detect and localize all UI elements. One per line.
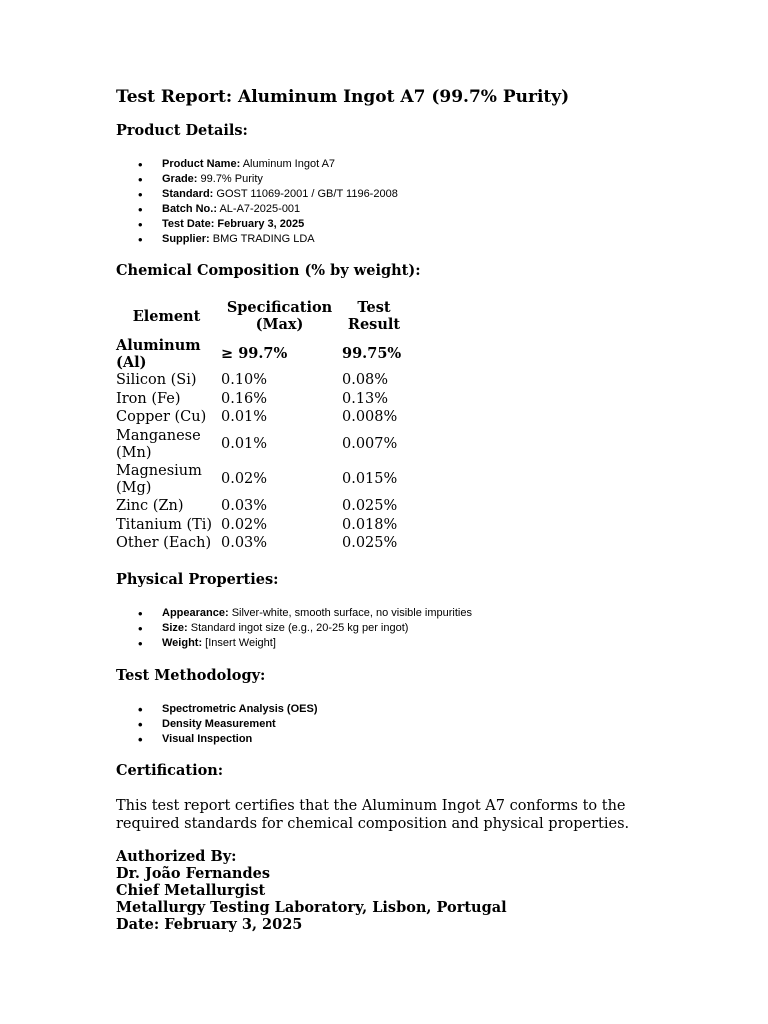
list-item: • Product Name: Aluminum Ingot A7 (116, 157, 398, 172)
table-row: Zinc (Zn) 0.03% 0.025% (116, 497, 398, 514)
list-item: • Spectrometric Analysis (OES) (116, 702, 317, 717)
chemical-composition-heading: Chemical Composition (% by weight): (116, 262, 421, 279)
physical-properties-heading: Physical Properties: (116, 571, 279, 588)
laboratory-name: Metallurgy Testing Laboratory, Lisbon, Portugal (116, 899, 507, 916)
certification-text: This test report certifies that the Aluminum Ingot A7 conforms to the required standards for chemical composition and physical properties. (116, 798, 630, 832)
signature-block (116, 848, 507, 933)
list-item: • Size: Standard ingot size (e.g., 20-25 kg per ingot) (116, 621, 472, 636)
signatory-role: Chief Metallurgist (116, 882, 266, 899)
authorized-by-label: Authorized By: (116, 848, 237, 865)
column-header-specification: Specification (Max) (226, 299, 333, 333)
product-details-heading: Product Details: (116, 122, 248, 139)
table-row: Manganese (Mn) 0.01% 0.007% (116, 427, 398, 461)
column-header-test-result: Test Result (347, 299, 401, 333)
list-item: • Test Date: February 3, 2025 (116, 217, 398, 232)
list-item: • Visual Inspection (116, 732, 317, 747)
list-item: • Batch No.: AL-A7-2025-001 (116, 202, 398, 217)
table-row: Aluminum (Al) ≥ 99.7% 99.75% (116, 336, 402, 371)
list-item: • Supplier: BMG TRADING LDA (116, 232, 398, 247)
product-details-list (116, 157, 398, 247)
list-item: • Grade: 99.7% Purity (116, 172, 398, 187)
table-row: Copper (Cu) 0.01% 0.008% (116, 409, 398, 426)
test-methodology-list (116, 702, 317, 747)
column-header-element: Element (132, 307, 201, 325)
list-item: • Standard: GOST 11069-2001 / GB/T 1196-2008 (116, 187, 398, 202)
list-item: • Weight: [Insert Weight] (116, 636, 472, 651)
certification-heading: Certification: (116, 762, 224, 779)
table-row: Titanium (Ti) 0.02% 0.018% (116, 516, 398, 533)
signature-date: Date: February 3, 2025 (116, 916, 303, 933)
table-row: Iron (Fe) 0.16% 0.13% (116, 390, 389, 407)
list-item: • Appearance: Silver-white, smooth surface, no visible impurities (116, 606, 472, 621)
list-item: • Density Measurement (116, 717, 317, 732)
test-methodology-heading: Test Methodology: (116, 667, 266, 684)
table-row: Magnesium (Mg) 0.02% 0.015% (116, 462, 398, 496)
report-title: Test Report: Aluminum Ingot A7 (99.7% Purity) (116, 87, 570, 107)
signatory-name: Dr. João Fernandes (116, 865, 270, 882)
table-row: Other (Each) 0.03% 0.025% (116, 535, 398, 552)
table-row: Silicon (Si) 0.10% 0.08% (116, 371, 389, 388)
composition-table (114, 296, 408, 553)
physical-properties-list (116, 606, 472, 651)
